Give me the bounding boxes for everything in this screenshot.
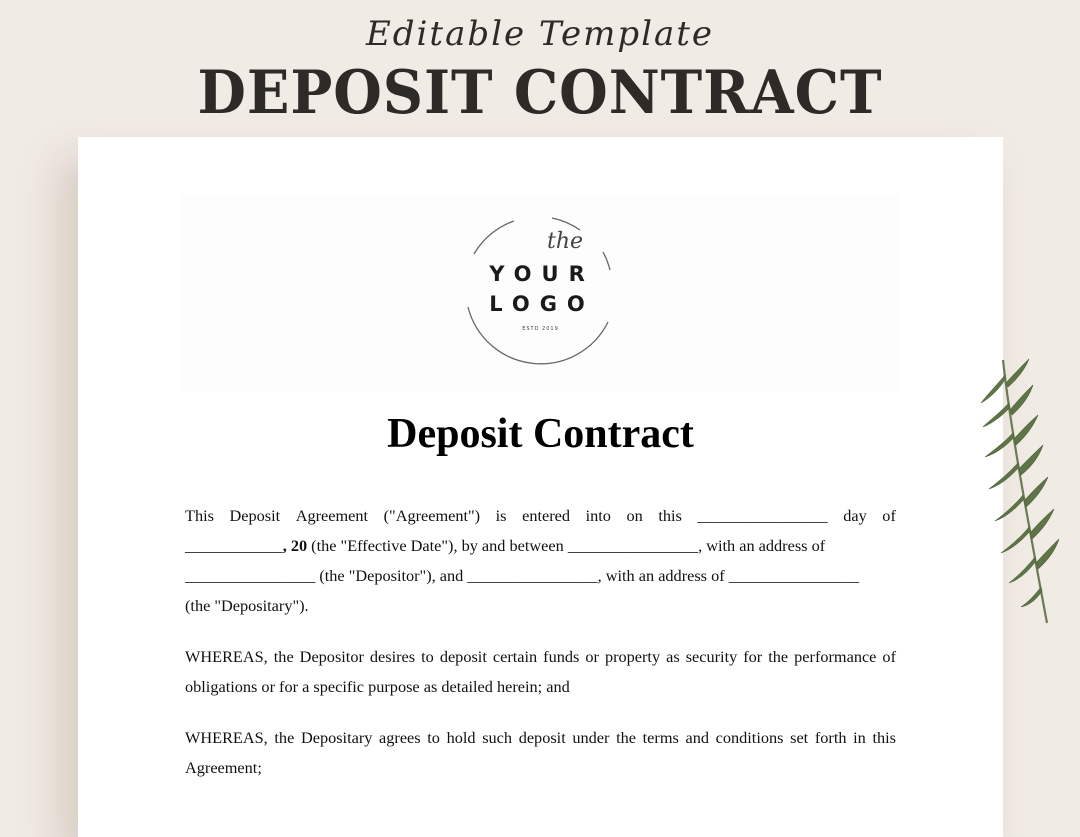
address-text: , with an address of	[698, 536, 826, 555]
intro-line-2	[185, 531, 896, 561]
intro-line-1	[185, 501, 896, 531]
logo-the: the	[546, 229, 584, 254]
logo-line-1: YOUR	[489, 262, 595, 286]
logo-line-2: LOGO	[489, 292, 595, 316]
intro-word: of	[882, 506, 896, 525]
intro-word: This	[185, 506, 214, 525]
intro-word: this	[658, 506, 682, 525]
document-title: Deposit Contract	[387, 411, 694, 457]
whereas-paragraph-1: WHEREAS, the Depositor desires to deposit certain funds or property as security for the performance of obligations or for a specific purpose as detailed herein; and	[185, 647, 896, 696]
intro-line-4: (the "Depositary").	[185, 596, 309, 615]
intro-word: day	[843, 506, 867, 525]
whereas-paragraph-2: WHEREAS, the Depositary agrees to hold such deposit under the terms and conditions set forth in this Agreement;	[185, 728, 896, 777]
intro-word: on	[626, 506, 643, 525]
banner-title: DEPOSIT CONTRACT	[197, 58, 883, 128]
intro-word: entered	[522, 506, 570, 525]
intro-line-3: ________________ (the "Depositor"), and ________________, with an address of ________________	[185, 566, 859, 585]
logo-estd: ESTD 2019	[522, 326, 559, 332]
rosemary-sprig-icon	[975, 355, 1065, 635]
year-label: , 20	[282, 536, 308, 555]
intro-word: ("Agreement")	[383, 506, 481, 525]
banner-subtitle: Editable Template	[365, 14, 715, 54]
effective-date-text: (the "Effective Date"), by and between	[307, 536, 568, 555]
intro-word: Agreement	[295, 506, 369, 525]
intro-word: Deposit	[229, 506, 281, 525]
intro-paragraph	[185, 501, 896, 621]
intro-word: into	[585, 506, 611, 525]
date-blank: ________________	[697, 506, 828, 525]
depositor-name-blank: ________________	[567, 536, 699, 555]
document-page	[78, 137, 1003, 837]
intro-word: is	[495, 506, 507, 525]
month-blank: ____________	[185, 536, 283, 555]
